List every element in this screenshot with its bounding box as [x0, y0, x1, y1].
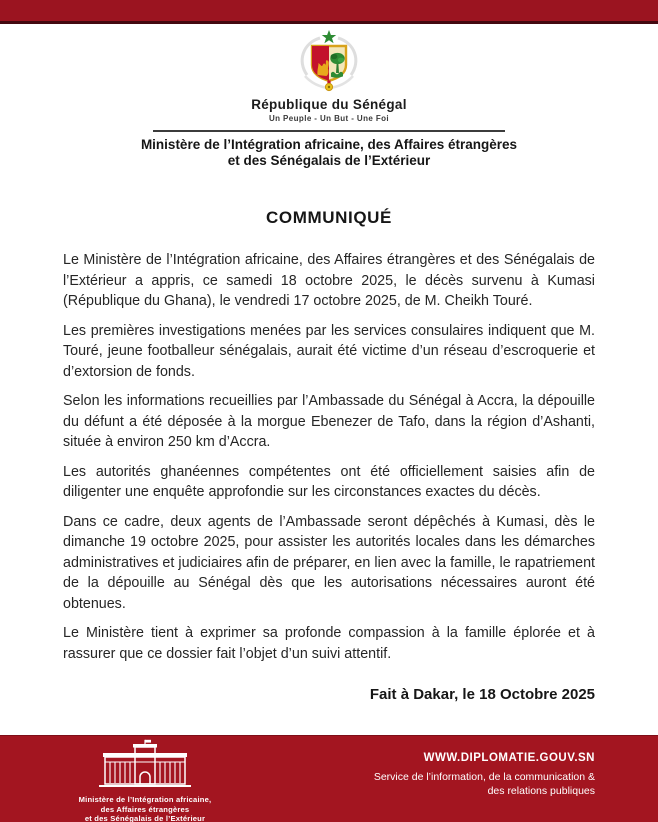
body-paragraph: Le Ministère de l’Intégration africaine, des Affaires étrangères et des Sénégalais de l’Extérieur a appris, ce samedi 18 octobre 2025, le décès survenu à Kumasi (République du Ghana), le vendredi 17 octobre 2025, de M. Cheikh Touré. [63, 252, 595, 309]
footer-ministry-line-3: et des Sénégalais de l’Extérieur [84, 814, 206, 822]
national-motto: Un Peuple - Un But - Une Foi [268, 114, 390, 123]
footer-band [0, 735, 658, 822]
body-paragraph: Les premières investigations menées par les services consulaires indiquent que M. Touré, jeune footballeur sénégalais, aurait été victime d’un réseau d’escroquerie et d’extorsion de fonds. [63, 322, 595, 380]
footer-service-line-2: des relations publiques [487, 785, 595, 797]
body-paragraph: Selon les informations recueillies par l’Ambassade du Sénégal à Accra, la dépouille du défunt a été déposée à la morgue Ebenezer de Tafo, dans la région d’Ashanti, située à environ 250 km d’Accra. [63, 393, 595, 450]
top-red-band [0, 0, 658, 24]
body-paragraph: Le Ministère tient à exprimer sa profonde compassion à la famille éplorée et à rassurer que ce dossier fait l’objet d’un suivi attentif. [63, 625, 595, 662]
document-body [63, 250, 595, 664]
ministry-building-icon [93, 739, 197, 789]
communique-title: COMMUNIQUÉ [266, 208, 392, 227]
ministry-name-line-1: Ministère de l’Intégration africaine, des Affaires étrangères [140, 137, 518, 152]
footer-contact-block [374, 752, 595, 798]
ministry-name-line-2: et des Sénégalais de l’Extérieur [227, 153, 431, 168]
green-star-icon [322, 30, 336, 43]
footer-ministry-line-1: Ministère de l’Intégration africaine, [78, 795, 212, 804]
body-paragraph: Dans ce cadre, deux agents de l’Ambassade seront dépêchés à Kumasi, dès le dimanche 19 octobre 2025, pour assister les autorités locales dans les démarches administratives et judiciaires afin de préparer, en lien avec la famille, le rapatriement de la dépouille au Sénégal dès que les autorisations nécessaires auront été obtenues. [63, 513, 595, 612]
footer-ministry-block [52, 739, 238, 822]
header-divider [153, 130, 505, 132]
footer-ministry-line-2: des Affaires étrangères [100, 804, 190, 814]
document-header [0, 24, 658, 169]
body-paragraph: Les autorités ghanéennes compétentes ont été officiellement saisies afin de diligenter une enquête approfondie sur les circonstances exactes du décès. [63, 463, 595, 500]
footer-website-url: WWW.DIPLOMATIE.GOUV.SN [423, 752, 595, 764]
dateline: Fait à Dakar, le 18 Octobre 2025 [369, 686, 595, 703]
footer-service-line-1: Service de l’information, de la communication & [373, 771, 595, 783]
country-name: République du Sénégal [251, 97, 407, 112]
senegal-coat-of-arms-icon [290, 29, 368, 95]
